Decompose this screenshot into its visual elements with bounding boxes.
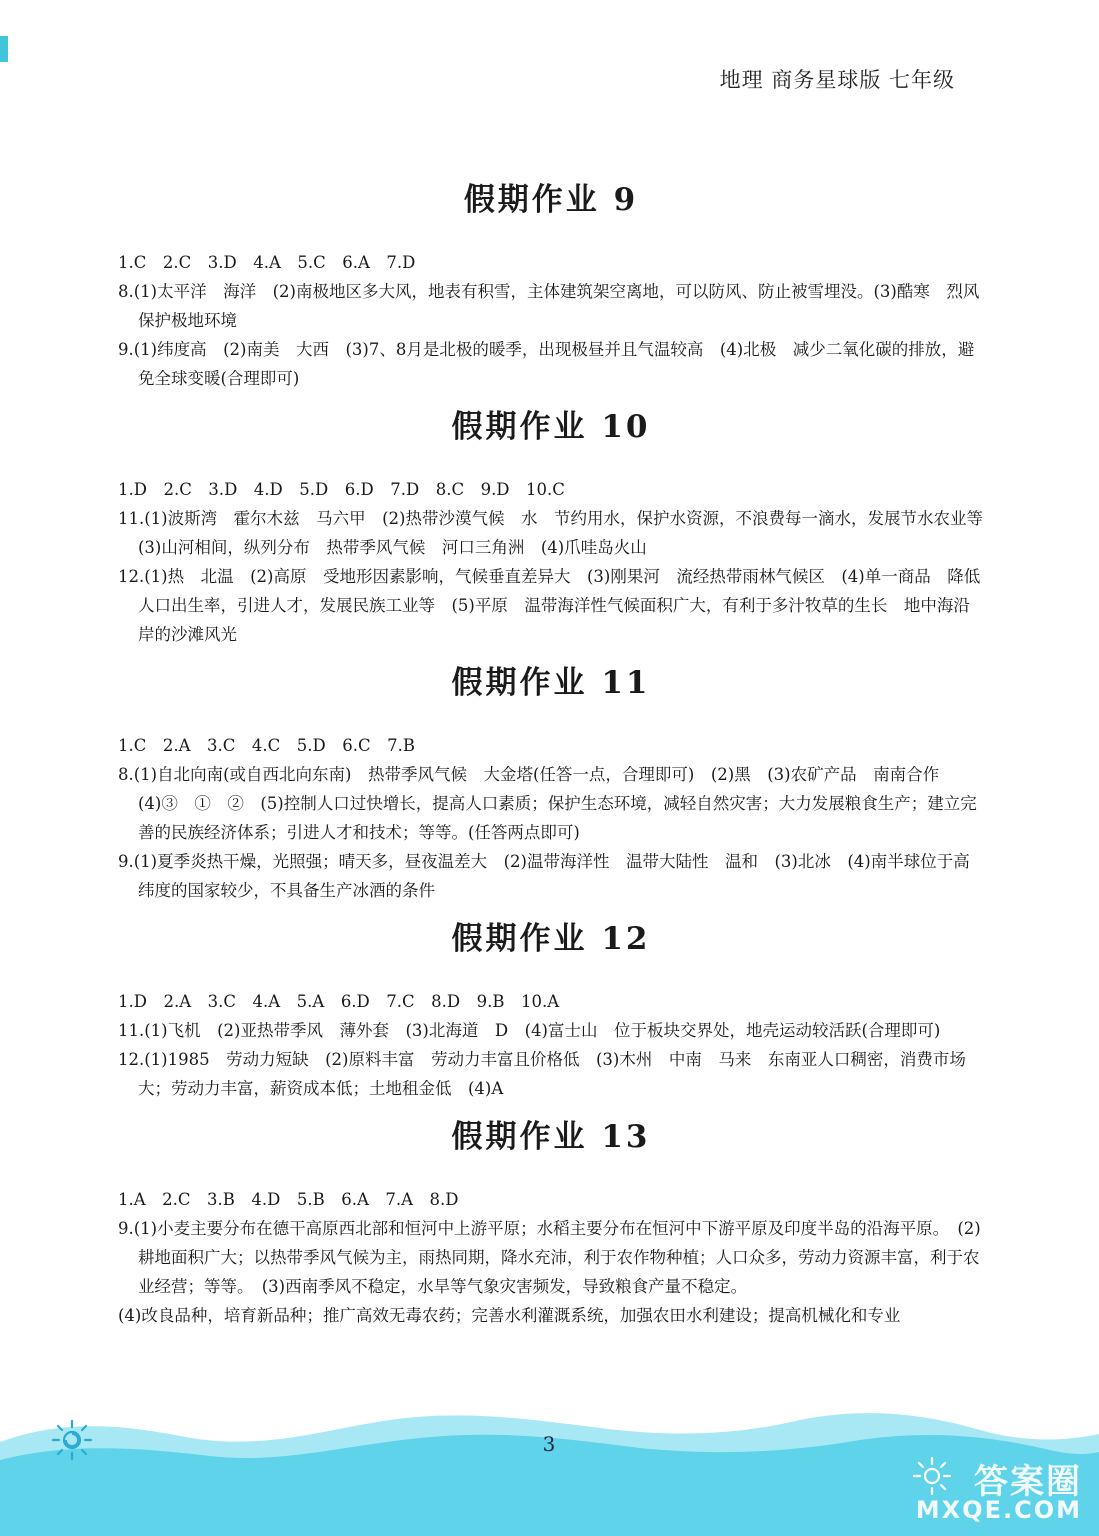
section-homework-13 bbox=[118, 1113, 984, 1330]
answer-line: 1.D 2.C 3.D 4.D 5.D 6.D 7.D 8.C 9.D 10.C bbox=[118, 480, 565, 499]
watermark-sun-icon bbox=[912, 1456, 952, 1496]
answer-line: 1.C 2.C 3.D 4.A 5.C 6.A 7.D bbox=[118, 253, 416, 272]
watermark-title: 答案圈 bbox=[974, 1462, 1082, 1502]
section-homework-10 bbox=[118, 403, 1000, 649]
section-homework-11 bbox=[118, 659, 984, 905]
section-title: 假期作业 10 bbox=[451, 409, 651, 445]
answer-line: 1.D 2.A 3.C 4.A 5.A 6.D 7.C 8.D 9.B 10.A bbox=[118, 992, 560, 1011]
answer-line: 8.(1)自北向南(或自西北向东南) 热带季风气候 大金塔(任答一点，合理即可) (2)黑 (3)农矿产品 南南合作 (4)③ ① ② (5)控制人口过快增长，提高人口素质；保护生态环境，减轻自然灾害；大力发展粮食生产；建立完善的民族经济体系；引进人才和技术；等等。(任答两点即可) bbox=[118, 765, 977, 842]
answer-line: 9.(1)纬度高 (2)南美 大西 (3)7、8月是北极的暖季，出现极昼并且气温较高 (4)北极 减少二氧化碳的排放，避免全球变暖(合理即可) bbox=[118, 340, 975, 388]
answer-line: 9.(1)小麦主要分布在德干高原西北部和恒河中上游平原；水稻主要分布在恒河中下游平原及印度半岛的沿海平原。 (2)耕地面积广大；以热带季风气候为主，雨热同期，降水充沛，利于农作物种植；人口众多，劳动力资源丰富，利于农业经营；等等。 (3)西南季风不稳定，水旱等气象灾害频发，导致粮食产量不稳定。 bbox=[118, 1219, 981, 1296]
page-number: 3 bbox=[542, 1432, 556, 1456]
section-title: 假期作业 12 bbox=[451, 921, 651, 957]
answer-line: 9.(1)夏季炎热干燥，光照强；晴天多，昼夜温差大 (2)温带海洋性 温带大陆性 温和 (3)北冰 (4)南半球位于高纬度的国家较少，不具备生产冰酒的条件 bbox=[118, 852, 970, 900]
answer-line: 1.C 2.A 3.C 4.C 5.D 6.C 7.B bbox=[118, 736, 415, 755]
sun-icon bbox=[50, 1418, 94, 1462]
answer-line: 12.(1)热 北温 (2)高原 受地形因素影响，气候垂直差异大 (3)刚果河 流经热带雨林气候区 (4)单一商品 降低人口出生率，引进人才，发展民族工业等 (5)平原 温带海洋性气候面积广大，有利于多汁牧草的生长 地中海沿岸的沙滩风光 bbox=[118, 567, 981, 644]
section-title: 假期作业 9 bbox=[463, 182, 639, 218]
section-title: 假期作业 11 bbox=[451, 665, 651, 701]
watermark bbox=[912, 1450, 1092, 1532]
answer-line: (4)改良品种，培育新品种；推广高效无毒农药；完善水利灌溉系统，加强农田水利建设；提高机械化和专业 bbox=[118, 1306, 901, 1325]
running-header: 地理 商务星球版 七年级 bbox=[719, 68, 955, 92]
answer-line: 11.(1)飞机 (2)亚热带季风 薄外套 (3)北海道 D (4)富士山 位于板块交界处，地壳运动较活跃(合理即可) bbox=[118, 1021, 941, 1040]
watermark-url: MXQE.COM bbox=[915, 1496, 1082, 1524]
answer-content bbox=[118, 176, 1000, 1340]
section-homework-12 bbox=[118, 915, 984, 1103]
section-title: 假期作业 13 bbox=[451, 1119, 651, 1155]
answer-line: 12.(1)1985 劳动力短缺 (2)原料丰富 劳动力丰富且价格低 (3)木州 中南 马来 东南亚人口稠密，消费市场大；劳动力丰富，薪资成本低；土地租金低 (4)A bbox=[118, 1050, 966, 1098]
section-homework-9 bbox=[118, 176, 996, 393]
corner-tab bbox=[0, 36, 8, 62]
answer-line: 1.A 2.C 3.B 4.D 5.B 6.A 7.A 8.D bbox=[118, 1190, 459, 1209]
answer-line: 8.(1)太平洋 海洋 (2)南极地区多大风，地表有积雪，主体建筑架空离地，可以防风、防止被雪埋没。(3)酷寒 烈风 保护极地环境 bbox=[118, 282, 996, 330]
answer-line: 11.(1)波斯湾 霍尔木兹 马六甲 (2)热带沙漠气候 水 节约用水，保护水资源，不浪费每一滴水，发展节水农业等 (3)山河相间，纵列分布 热带季风气候 河口三角洲 (4)爪哇岛火山 bbox=[118, 509, 1000, 557]
